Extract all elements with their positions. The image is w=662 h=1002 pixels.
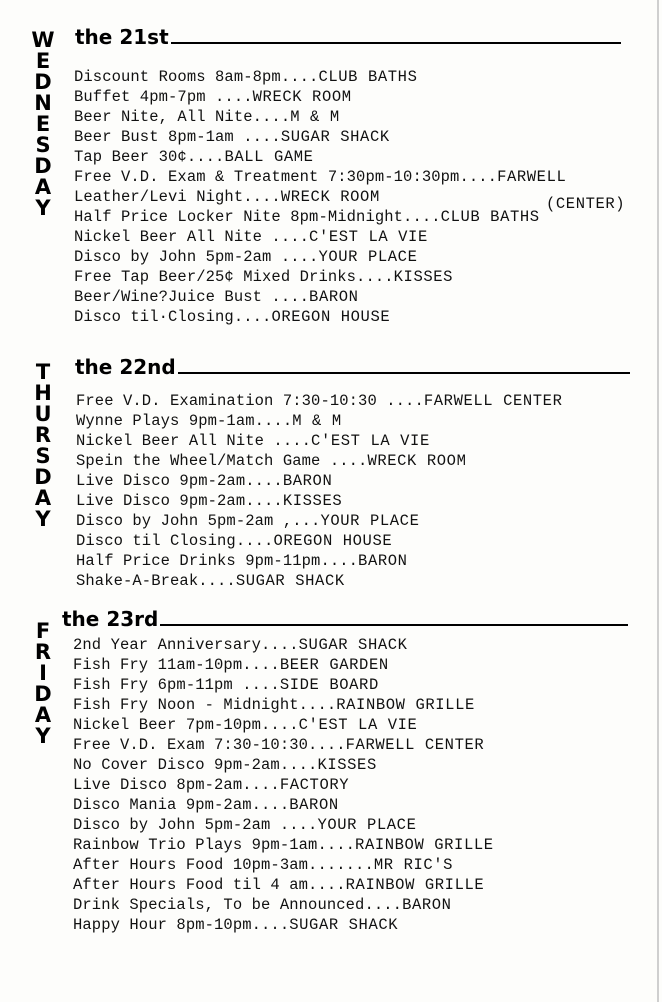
event-description: Free V.D. Exam & Treatment 7:30pm-10:30pm.... (74, 168, 498, 186)
event-venue: WRECK ROOM (367, 452, 467, 470)
event-description: Beer Nite, All Nite.... (74, 108, 291, 126)
event-venue: BARON (282, 472, 333, 490)
day-letter: F (35, 619, 51, 643)
event-venue: M & M (292, 412, 342, 430)
event-item (76, 451, 562, 471)
event-item (76, 551, 562, 571)
date-label: the 21st (75, 25, 169, 49)
event-item (74, 307, 566, 327)
event-description: Disco by John 5pm-2am ,... (76, 512, 321, 530)
event-venue: YOUR PLACE (318, 248, 418, 266)
event-venue: FARWELL CENTER (423, 392, 563, 410)
event-description: After Hours Food 10pm-3am....... (73, 856, 374, 874)
event-item (74, 127, 566, 147)
event-description: Disco Mania 9pm-2am.... (73, 796, 290, 814)
event-venue: C'EST LA VIE (309, 228, 428, 246)
event-description: After Hours Food til 4 am.... (73, 876, 346, 894)
date-rule (160, 624, 628, 626)
event-venue: MR RIC'S (373, 856, 454, 874)
day-letter: H (34, 381, 52, 405)
event-item (74, 167, 566, 187)
event-item (73, 735, 494, 755)
event-description: Nickel Beer All Nite .... (76, 432, 312, 450)
event-item (73, 715, 494, 735)
day-letter: A (34, 486, 52, 510)
day-letter: U (34, 402, 52, 426)
event-description: Drink Specials, To be Announced.... (73, 896, 403, 914)
event-venue: SUGAR SHACK (289, 916, 399, 934)
event-venue: C'EST LA VIE (298, 716, 418, 734)
day-name-wednesday (26, 30, 60, 219)
event-description: Shake-A-Break.... (76, 572, 236, 590)
event-venue: RAINBOW GRILLE (336, 696, 475, 714)
day-letter: Y (35, 724, 51, 748)
event-description: Discount Rooms 8am-8pm.... (74, 68, 319, 86)
event-description: Nickel Beer All Nite .... (74, 228, 310, 246)
event-description: Happy Hour 8pm-10pm.... (73, 916, 290, 934)
event-item (76, 431, 562, 451)
event-description: Disco by John 5pm-2am .... (73, 816, 318, 834)
event-item (73, 775, 494, 795)
event-venue: OREGON HOUSE (271, 308, 391, 326)
event-venue: BARON (289, 796, 339, 814)
day-letter: I (39, 661, 47, 685)
event-item (76, 471, 562, 491)
day-letter: R (34, 640, 52, 664)
date-rule (178, 372, 630, 374)
event-venue: CLUB BATHS (318, 68, 418, 86)
event-description: Fish Fry 6pm-11pm .... (73, 676, 280, 694)
day-letter: D (34, 154, 52, 178)
wednesday-event-list (74, 67, 566, 327)
event-item (76, 531, 562, 551)
day-letter: D (34, 70, 52, 94)
event-venue: M & M (290, 108, 340, 126)
date-heading-22nd (75, 356, 630, 378)
event-item (73, 855, 494, 875)
day-letter: Y (35, 196, 51, 220)
event-item (74, 247, 566, 267)
event-venue: KISSES (317, 756, 377, 774)
event-venue: FARWELL (497, 168, 567, 186)
event-item (73, 875, 494, 895)
day-letter: Y (35, 507, 51, 531)
event-item (74, 67, 566, 87)
event-description: Live Disco 8pm-2am.... (73, 776, 280, 794)
event-venue: KISSES (282, 492, 343, 510)
event-description: Buffet 4pm-7pm .... (74, 88, 253, 106)
friday-event-list (73, 635, 494, 935)
event-description: Disco til·Closing.... (74, 308, 272, 326)
day-letter: D (34, 465, 52, 489)
event-item (74, 187, 566, 207)
event-venue: SUGAR SHACK (235, 572, 345, 590)
event-item (74, 287, 566, 307)
event-item (73, 815, 494, 835)
event-description: Spein the Wheel/Match Game .... (76, 452, 368, 470)
event-description: No Cover Disco 9pm-2am.... (73, 756, 318, 774)
event-venue: BEER GARDEN (279, 656, 389, 674)
date-heading-21st (75, 26, 621, 48)
event-venue: SIDE BOARD (279, 676, 379, 694)
event-description: Disco til Closing.... (76, 532, 274, 550)
event-item (74, 107, 566, 127)
event-item (76, 571, 562, 591)
event-venue: FACTORY (279, 776, 350, 794)
event-item (74, 227, 566, 247)
event-description: Tap Beer 30¢.... (74, 148, 225, 166)
event-venue: OREGON HOUSE (273, 532, 393, 550)
event-item (73, 795, 494, 815)
day-letter: R (34, 423, 52, 447)
day-letter: E (35, 49, 51, 73)
event-description: Leather/Levi Night.... (74, 188, 281, 206)
date-label: the 22nd (75, 355, 176, 379)
event-description: Free Tap Beer/25¢ Mixed Drinks.... (74, 268, 394, 286)
event-item (73, 915, 494, 935)
event-item (74, 87, 566, 107)
event-venue: CLUB BATHS (440, 208, 540, 226)
page-edge (657, 0, 659, 1002)
event-description: Half Price Drinks 9pm-11pm.... (76, 552, 359, 570)
day-letter: E (35, 112, 51, 136)
day-letter: W (31, 28, 55, 52)
day-letter: D (34, 682, 52, 706)
event-item (74, 267, 566, 287)
date-rule (171, 42, 621, 44)
event-item (76, 411, 562, 431)
day-letter: S (35, 444, 51, 468)
event-item (76, 391, 562, 411)
event-venue: BARON (402, 896, 452, 914)
venue-continuation: (CENTER) (546, 195, 626, 213)
event-item (73, 895, 494, 915)
event-description: Disco by John 5pm-2am .... (74, 248, 319, 266)
event-venue: BALL GAME (224, 148, 314, 166)
event-description: Free V.D. Examination 7:30-10:30 .... (76, 392, 424, 410)
day-letter: A (34, 703, 52, 727)
event-item (76, 491, 562, 511)
date-label: the 23rd (62, 607, 159, 631)
event-venue: BARON (309, 288, 359, 306)
thursday-event-list (76, 391, 562, 591)
event-venue: SUGAR SHACK (298, 636, 408, 654)
event-description: Half Price Locker Nite 8pm-Midnight.... (74, 208, 441, 226)
event-venue: YOUR PLACE (317, 816, 417, 834)
day-letter: N (34, 91, 52, 115)
event-venue: WRECK ROOM (252, 88, 352, 106)
event-venue: WRECK ROOM (280, 188, 380, 206)
event-description: 2nd Year Anniversary.... (73, 636, 299, 654)
event-item (73, 755, 494, 775)
event-venue: SUGAR SHACK (280, 128, 390, 146)
day-letter: S (35, 133, 51, 157)
event-item (74, 147, 566, 167)
date-heading-23rd (62, 608, 628, 630)
event-venue: KISSES (393, 268, 454, 286)
day-name-friday (26, 621, 60, 747)
event-description: Rainbow Trio Plays 9pm-1am.... (73, 836, 356, 854)
event-description: Fish Fry Noon - Midnight.... (73, 696, 337, 714)
event-venue: FARWELL CENTER (345, 736, 485, 754)
day-letter: A (34, 175, 52, 199)
event-item (73, 655, 494, 675)
event-description: Beer Bust 8pm-1am .... (74, 128, 281, 146)
event-description: Nickel Beer 7pm-10pm.... (73, 716, 299, 734)
event-description: Free V.D. Exam 7:30-10:30.... (73, 736, 346, 754)
day-name-thursday (26, 362, 60, 530)
event-description: Beer/Wine?Juice Bust .... (74, 288, 310, 306)
event-venue: BARON (358, 552, 408, 570)
event-description: Live Disco 9pm-2am.... (76, 492, 283, 510)
event-item (73, 675, 494, 695)
event-venue: C'EST LA VIE (311, 432, 430, 450)
event-item (76, 511, 562, 531)
event-item (73, 835, 494, 855)
day-letter: T (35, 360, 51, 384)
event-item (73, 695, 494, 715)
event-description: Wynne Plays 9pm-1am.... (76, 412, 293, 430)
event-venue: RAINBOW GRILLE (355, 836, 494, 854)
event-venue: YOUR PLACE (320, 512, 420, 530)
event-description: Live Disco 9pm-2am.... (76, 472, 283, 490)
event-item (74, 207, 566, 227)
event-description: Fish Fry 11am-10pm.... (73, 656, 280, 674)
event-venue: RAINBOW GRILLE (345, 876, 485, 894)
event-item (73, 635, 494, 655)
